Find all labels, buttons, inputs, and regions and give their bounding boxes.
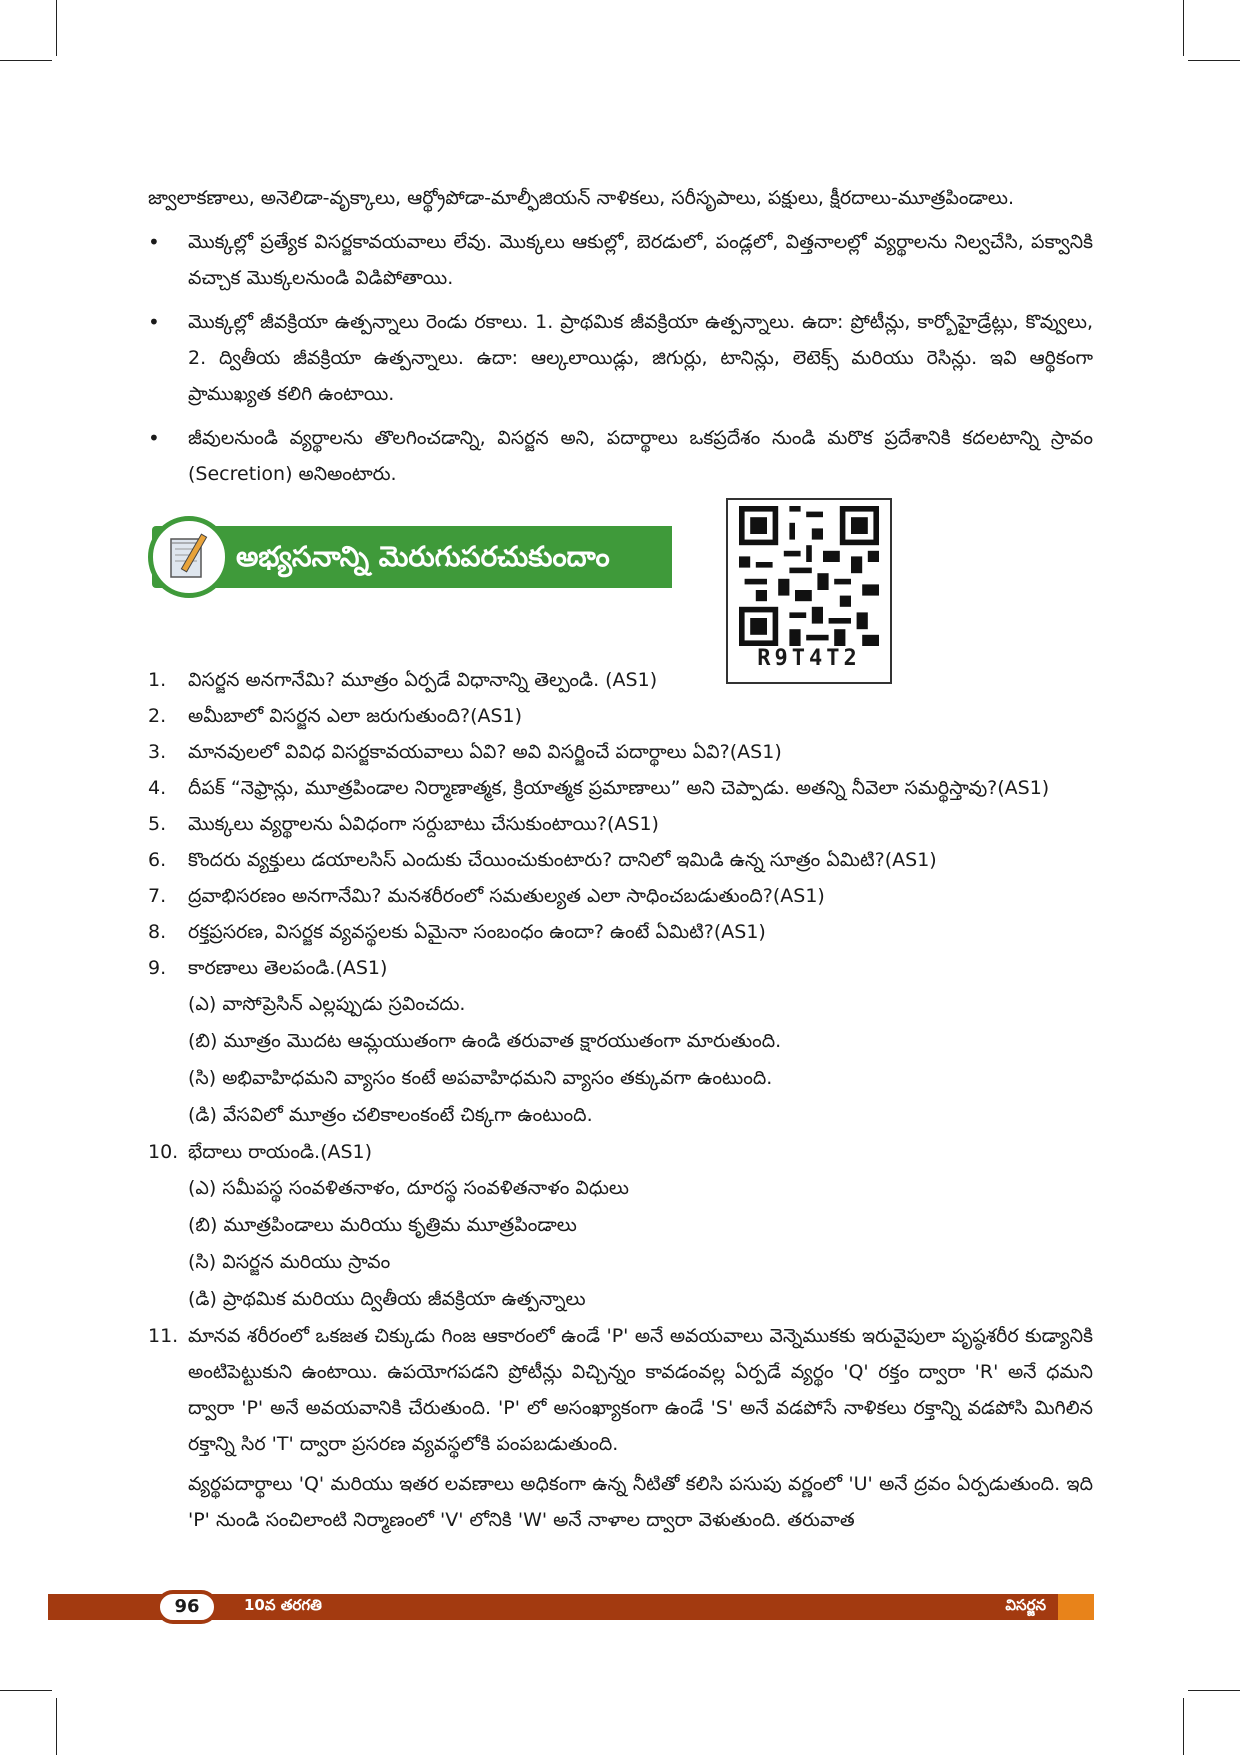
question-text: రక్తప్రసరణ, విసర్జక వ్యవస్థలకు ఏమైనా సంబంధం ఉందా? ఉంటే ఏమిటి?(AS1) [188,921,766,943]
question-text: దీపక్ “నెఫ్రాన్లు, మూత్రపిండాల నిర్మాణాత్మక, క్రియాత్మక ప్రమాణాలు” అని చెప్పాడు. అతన్ని నీవెలా సమర్థిస్తావు?(AS1) [188,777,1050,799]
question-number: 6. [148,849,167,871]
bullet-list [148,224,1093,492]
page-content [148,180,1093,1538]
sub-question: (బి) మూత్రపిండాలు మరియు కృత్రిమ మూత్రపిండాలు [188,1214,577,1236]
question-text-continued: వ్యర్థపదార్థాలు 'Q' మరియు ఇతర లవణాలు అధికంగా ఉన్న నీటితో కలిసి పసుపు వర్ణంలో 'U' అనే ద్రవం ఏర్పడుతుంది. ఇది 'P' నుండి సంచిలాంటి నిర్మాణంలో 'V' లోనికి 'W' అనే నాళాల ద్వారా వెళుతుంది. తరువాత [188,1473,1093,1531]
sub-question: (సి) అభివాహిధమని వ్యాసం కంటే అపవాహిధమని వ్యాసం తక్కువగా ఉంటుంది. [188,1067,773,1089]
sub-question-list [188,1170,1093,1318]
question-number: 2. [148,705,167,727]
question-item [148,1318,1093,1538]
qr-code-label: R9T4T2 [757,646,861,671]
question-text: ద్రవాభిసరణం అనగానేమి? మనశరీరంలో సమతుల్యత ఎలా సాధించబడుతుంది?(AS1) [188,885,825,907]
sub-question: (డి) వేసవిలో మూత్రం చలికాలంకంటే చిక్కగా ఉంటుంది. [188,1104,593,1126]
question-number: 7. [148,885,167,907]
crop-mark [0,1690,52,1691]
page-footer [48,1590,1094,1620]
crop-mark [56,0,57,56]
question-item [148,878,1093,914]
question-item [148,1134,1093,1318]
sub-question: (ఎ) సమీపస్థ సంవళితనాళం, దూరస్థ సంవళితనాళం విధులు [188,1177,629,1199]
question-number: 1. [148,669,167,691]
question-item [148,770,1093,806]
question-number: 4. [148,777,167,799]
crop-mark [56,1698,57,1755]
sub-question: (ఎ) వాసోప్రెసిన్ ఎల్లప్పుడు స్రవించదు. [188,993,466,1015]
question-text: అమీబాలో విసర్జన ఎలా జరుగుతుంది?(AS1) [188,705,523,727]
question-item [148,914,1093,950]
qr-code-box [726,498,892,684]
footer-accent [1058,1594,1094,1620]
sub-question: (బి) మూత్రం మొదట ఆమ్లయుతంగా ఉండి తరువాత క్షారయుతంగా మారుతుంది. [188,1030,782,1052]
sub-question: (సి) విసర్జన మరియు స్రావం [188,1251,391,1273]
question-item [148,734,1093,770]
intro-paragraph: జ్వాలాకణాలు, అనెలిడా-వృక్కాలు, ఆర్థ్రోపోడా-మాల్ఫీజియన్ నాళికలు, సరీసృపాలు, పక్షులు, క్షీరదాలు-మూత్రపిండాలు. [148,187,1015,209]
sub-question: (డి) ప్రాథమిక మరియు ద్వితీయ జీవక్రియా ఉత్పన్నాలు [188,1288,586,1310]
bullet-item: • జీవులనుండి వ్యర్థాలను తొలగించడాన్ని, విసర్జన అని, పదార్థాలు ఒకప్రదేశం నుండి మరొక ప్రదేశానికి కదలటాన్ని స్రావం (Secretion) అనిఅంటారు. [148,420,1093,492]
page-number: 96 [156,1590,218,1624]
question-text: మానవ శరీరంలో ఒకజత చిక్కుడు గింజ ఆకారంలో ఉండే 'P' అనే అవయవాలు వెన్నెముకకు ఇరువైపులా పృష్ఠశరీర కుడ్యానికి అంటిపెట్టుకుని ఉంటాయి. ఉపయోగపడని ప్రోటీన్లు విచ్చిన్నం కావడంవల్ల ఏర్పడే వ్యర్థం 'Q' రక్తం ద్వారా 'R' అనే ధమని ద్వారా 'P' అనే అవయవానికి చేరుతుంది. 'P' లో అసంఖ్యాకంగా ఉండే 'S' అనే వడపోసే నాళికలు రక్తాన్ని వడపోసి మిగిలిన రక్తాన్ని సిర 'T' ద్వారా ప్రసరణ వ్యవస్థలోకి పంపబడుతుంది. [188,1325,1093,1455]
question-item [148,950,1093,1134]
crop-mark [1183,0,1184,56]
sub-question-list [188,986,1093,1134]
crop-mark [0,60,52,61]
question-text: కొందరు వ్యక్తులు డయాలసిస్ ఎందుకు చేయించుకుంటారు? దానిలో ఇమిడి ఉన్న సూత్రం ఏమిటి?(AS1) [188,849,937,871]
question-item [148,806,1093,842]
question-item [148,662,1093,698]
bullet-item: • మొక్కల్లో జీవక్రియా ఉత్పన్నాలు రెండు రకాలు. 1. ప్రాథమిక జీవక్రియా ఉత్పన్నాలు. ఉదా: ప్రోటీన్లు, కార్బోహైడ్రేట్లు, కొవ్వులు, 2. ద్వితీయ జీవక్రియా ఉత్పన్నాలు. ఉదా: ఆల్కలాయిడ్లు, జిగుర్లు, టానిన్లు, లెటెక్స్ మరియు రెసిన్లు. ఇవి ఆర్థికంగా ప్రాముఖ్యత కలిగి ఉంటాయి. [148,304,1093,412]
section-heading-row [148,500,1093,671]
bullet-item: • మొక్కల్లో ప్రత్యేక విసర్జకావయవాలు లేవు. మొక్కలు ఆకుల్లో, బెరడులో, పండ్లలో, విత్తనాలల్లో వ్యర్థాలను నిల్వచేసి, పక్వానికి వచ్చాక మొక్కలనుండి విడిపోతాయి. [148,224,1093,296]
notebook-pencil-icon [148,516,230,598]
question-number: 9. [148,957,167,979]
question-item [148,842,1093,878]
crop-mark [1188,1690,1240,1691]
crop-mark [1183,1698,1184,1755]
question-number: 5. [148,813,167,835]
question-number: 3. [148,741,167,763]
question-text: విసర్జన అనగానేమి? మూత్రం ఏర్పడే విధానాన్ని తెల్పండి. (AS1) [188,669,658,691]
question-text: మానవులలో వివిధ విసర్జకావయవాలు ఏవి? అవి విసర్జించే పదార్థాలు ఏవి?(AS1) [188,741,782,763]
chapter-name: విసర్జన [1005,1596,1046,1614]
question-text: మొక్కలు వ్యర్థాలను ఏవిధంగా సర్దుబాటు చేసుకుంటాయి?(AS1) [188,813,659,835]
question-number: 11. [148,1325,179,1347]
qr-code-icon [734,506,884,646]
question-number: 8. [148,921,167,943]
question-text: కారణాలు తెలపండి.(AS1) [188,957,388,979]
question-item [148,698,1093,734]
crop-mark [1188,60,1240,61]
question-list [148,662,1093,1538]
question-number: 10. [148,1141,179,1163]
section-heading: అభ్యసనాన్ని మెరుగుపరచుకుందాం [152,526,672,588]
class-label: 10వ తరగతి [244,1596,322,1614]
question-text: భేదాలు రాయండి.(AS1) [188,1141,373,1163]
